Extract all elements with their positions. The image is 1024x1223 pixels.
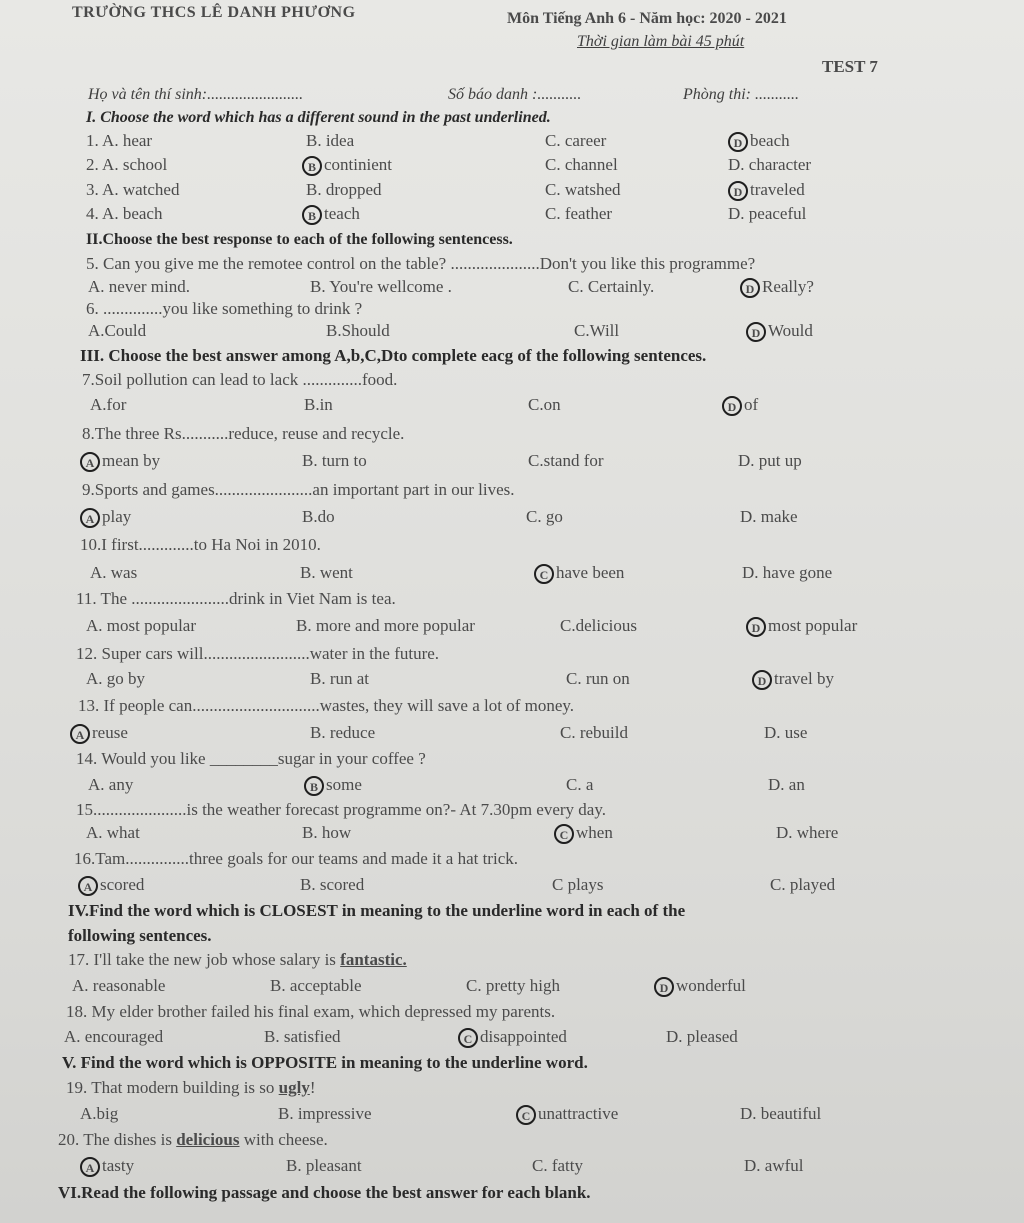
answer-option <box>568 277 654 297</box>
answer-option <box>566 669 630 689</box>
option-text: 3. A. watched <box>86 180 180 199</box>
option-text: B. dropped <box>306 180 382 199</box>
section-2-heading: II.Choose the best response to each of the following sentencess. <box>86 231 513 248</box>
answer-option <box>90 563 137 583</box>
option-text: unattractive <box>538 1104 619 1123</box>
answer-option <box>302 823 351 843</box>
option-text: D. make <box>740 507 798 526</box>
answer-option <box>90 395 126 415</box>
option-text: A.for <box>90 395 127 414</box>
answer-option <box>776 823 838 843</box>
answer-option <box>554 823 613 844</box>
circled-answer-mark: B <box>302 205 322 225</box>
option-text: C.delicious <box>560 616 637 635</box>
answer-option <box>728 180 805 201</box>
stem-text: 17. I'll take the new job whose salary is <box>68 950 341 969</box>
option-text: C. pretty high <box>466 976 560 995</box>
option-text: D. character <box>728 155 812 174</box>
option-text: Really? <box>762 277 814 296</box>
answer-option <box>752 669 834 690</box>
circled-answer-mark: C <box>516 1105 536 1125</box>
answer-option <box>64 1027 163 1047</box>
stem-text: ! <box>309 1078 316 1097</box>
question-stem <box>66 1078 316 1098</box>
answer-option <box>306 131 354 151</box>
option-text: disappointed <box>480 1027 567 1046</box>
answer-option <box>310 669 369 689</box>
circled-answer-mark: D <box>752 670 772 690</box>
answer-option <box>574 321 619 341</box>
option-text: A. any <box>88 775 134 794</box>
option-text: B. acceptable <box>270 976 362 995</box>
answer-option <box>770 875 835 895</box>
answer-option <box>86 669 145 689</box>
answer-option <box>302 204 360 225</box>
answer-option <box>286 1156 362 1176</box>
option-text: B. You're wellcome . <box>310 277 452 296</box>
option-text: most popular <box>768 616 858 635</box>
answer-option <box>270 976 362 996</box>
answer-option <box>466 976 560 996</box>
answer-option <box>526 507 563 527</box>
option-text: Would <box>768 321 813 340</box>
option-text: A.Could <box>88 321 147 340</box>
option-text: B. how <box>302 823 352 842</box>
answer-option <box>304 775 362 796</box>
option-text: C. played <box>770 875 836 894</box>
school-name: TRƯỜNG THCS LÊ DANH PHƯƠNG <box>72 4 356 21</box>
option-text: A. go by <box>86 669 146 688</box>
answer-option <box>302 451 367 471</box>
answer-option <box>516 1104 618 1125</box>
circled-answer-mark: A <box>70 724 90 744</box>
circled-answer-mark: D <box>740 278 760 298</box>
answer-option <box>560 616 637 636</box>
question-stem: 10.I first.............to Ha Noi in 2010. <box>80 535 321 554</box>
answer-option <box>72 976 165 996</box>
answer-option <box>552 875 603 895</box>
answer-option <box>302 155 392 176</box>
option-text: A. was <box>90 563 138 582</box>
section-6-heading: VI.Read the following passage and choose the best answer for each blank. <box>58 1183 591 1202</box>
option-text: C. go <box>526 507 563 526</box>
option-text: travel by <box>774 669 834 688</box>
question-stem: 13. If people can..............................wastes, they will save a lot of money. <box>78 696 575 715</box>
option-text: 1. A. hear <box>86 131 153 150</box>
circled-answer-mark: B <box>304 776 324 796</box>
option-text: B. turn to <box>302 451 367 470</box>
option-text: B. impressive <box>278 1104 372 1123</box>
id-field: Số báo danh :........... <box>448 86 582 103</box>
answer-option <box>80 507 131 528</box>
question-stem: 14. Would you like ________sugar in your coffee ? <box>76 749 426 768</box>
stem-text: 19. That modern building is so <box>66 1078 279 1097</box>
option-text: B. run at <box>310 669 370 688</box>
question-stem: 15......................is the weather forecast programme on?- At 7.30pm every day. <box>76 800 606 819</box>
option-text: play <box>102 507 132 526</box>
circled-answer-mark: D <box>728 132 748 152</box>
answer-option <box>528 395 561 415</box>
answer-option <box>302 507 335 527</box>
option-text: D. awful <box>744 1156 804 1175</box>
answer-option <box>746 616 857 637</box>
name-field: Họ và tên thí sinh:........................ <box>88 86 304 103</box>
option-text: beach <box>750 131 790 150</box>
answer-option <box>88 775 133 795</box>
option-text: B. idea <box>306 131 355 150</box>
option-text: A. encouraged <box>64 1027 164 1046</box>
section-4-heading: IV.Find the word which is CLOSEST in meaning to the underline word in each of the <box>68 901 686 920</box>
answer-option <box>746 321 813 342</box>
option-text: D. an <box>768 775 805 794</box>
option-text: traveled <box>750 180 805 199</box>
underlined-word: delicious <box>176 1130 240 1149</box>
option-text: when <box>576 823 613 842</box>
answer-option <box>458 1027 567 1048</box>
option-text: D. beautiful <box>740 1104 822 1123</box>
answer-option <box>560 723 628 743</box>
option-text: C plays <box>552 875 604 894</box>
answer-option <box>728 204 806 224</box>
option-text: D. use <box>764 723 808 742</box>
option-text: A. never mind. <box>88 277 190 296</box>
circled-answer-mark: C <box>458 1028 478 1048</box>
answer-option <box>528 451 604 471</box>
answer-option <box>310 723 375 743</box>
answer-option <box>744 1156 803 1176</box>
test-label: TEST 7 <box>822 57 878 76</box>
option-text: wonderful <box>676 976 746 995</box>
question-stem: 16.Tam...............three goals for our teams and made it a hat trick. <box>74 849 518 868</box>
question-stem: 5. Can you give me the remotee control on the table? .....................Don't you like this programme? <box>86 254 756 273</box>
option-text: B. more and more popular <box>296 616 475 635</box>
question-stem <box>68 950 407 970</box>
option-text: 4. A. beach <box>86 204 163 223</box>
answer-option <box>86 823 140 843</box>
answer-option <box>86 180 179 200</box>
answer-option <box>86 155 167 175</box>
time-line: Thời gian làm bài 45 phút <box>577 33 745 50</box>
circled-answer-mark: D <box>746 322 766 342</box>
option-text: B. went <box>300 563 353 582</box>
answer-option <box>80 451 160 472</box>
answer-option <box>86 204 162 224</box>
option-text: C. channel <box>545 155 618 174</box>
option-text: B.do <box>302 507 335 526</box>
option-text: A.big <box>80 1104 119 1123</box>
option-text: continient <box>324 155 392 174</box>
option-text: mean by <box>102 451 161 470</box>
answer-option <box>88 321 146 341</box>
answer-option <box>278 1104 372 1124</box>
option-text: 2. A. school <box>86 155 168 174</box>
circled-answer-mark: B <box>302 156 322 176</box>
option-text: A. reasonable <box>72 976 166 995</box>
underlined-word: ugly <box>278 1078 310 1097</box>
option-text: C. feather <box>545 204 613 223</box>
option-text: C. run on <box>566 669 630 688</box>
option-text: B. satisfied <box>264 1027 341 1046</box>
option-text: D. have gone <box>742 563 833 582</box>
option-text: A. what <box>86 823 140 842</box>
section-3-heading: III. Choose the best answer among A,b,C,Dto complete eacg of the following sentences. <box>80 346 707 365</box>
option-text: B. pleasant <box>286 1156 362 1175</box>
answer-option <box>310 277 452 297</box>
option-text: C. watshed <box>545 180 621 199</box>
answer-option <box>86 131 152 151</box>
option-text: teach <box>324 204 360 223</box>
question-stem: 18. My elder brother failed his final exam, which depressed my parents. <box>66 1002 556 1021</box>
answer-option <box>666 1027 738 1047</box>
option-text: C. career <box>545 131 607 150</box>
option-text: C.on <box>528 395 561 414</box>
option-text: scored <box>100 875 145 894</box>
circled-answer-mark: A <box>80 508 100 528</box>
answer-option <box>306 180 382 200</box>
option-text: tasty <box>102 1156 135 1175</box>
answer-option <box>545 180 621 200</box>
option-text: C. a <box>566 775 594 794</box>
question-stem: 7.Soil pollution can lead to lack ..............food. <box>82 370 398 389</box>
answer-option <box>545 131 606 151</box>
option-text: D. pleased <box>666 1027 738 1046</box>
option-text: D. peaceful <box>728 204 807 223</box>
circled-answer-mark: D <box>746 617 766 637</box>
answer-option <box>304 395 333 415</box>
option-text: A. most popular <box>86 616 197 635</box>
option-text: B.Should <box>326 321 390 340</box>
answer-option <box>264 1027 341 1047</box>
answer-option <box>532 1156 583 1176</box>
question-stem: 6. ..............you like something to drink ? <box>86 299 363 318</box>
answer-option <box>738 451 802 471</box>
circled-answer-mark: D <box>728 181 748 201</box>
answer-option <box>300 563 353 583</box>
answer-option <box>326 321 390 341</box>
option-text: B. scored <box>300 875 365 894</box>
option-text: C. Certainly. <box>568 277 655 296</box>
answer-option <box>728 131 790 152</box>
option-text: of <box>744 395 759 414</box>
option-text: D. put up <box>738 451 802 470</box>
option-text: D. where <box>776 823 839 842</box>
question-stem: 12. Super cars will.........................water in the future. <box>76 644 440 663</box>
answer-option <box>740 1104 821 1124</box>
stem-text: 20. The dishes is <box>58 1130 177 1149</box>
section-1-heading: I. Choose the word which has a different sound in the past underlined. <box>86 109 551 126</box>
answer-option <box>296 616 475 636</box>
section-4-heading-cont: following sentences. <box>68 926 212 945</box>
stem-text: with cheese. <box>239 1130 328 1149</box>
answer-option <box>86 616 196 636</box>
answer-option <box>742 563 832 583</box>
answer-option <box>545 155 618 175</box>
answer-option <box>300 875 364 895</box>
answer-option <box>764 723 807 743</box>
option-text: B.in <box>304 395 333 414</box>
answer-option <box>534 563 624 584</box>
circled-answer-mark: D <box>722 396 742 416</box>
answer-option <box>722 395 758 416</box>
option-text: C.stand for <box>528 451 604 470</box>
circled-answer-mark: A <box>78 876 98 896</box>
room-field: Phòng thi: ........... <box>683 86 799 103</box>
answer-option <box>566 775 593 795</box>
answer-option <box>768 775 805 795</box>
answer-option <box>545 204 612 224</box>
circled-answer-mark: C <box>534 564 554 584</box>
subject-line: Môn Tiếng Anh 6 - Năm học: 2020 - 2021 <box>507 10 787 27</box>
answer-option <box>80 1156 134 1177</box>
question-stem <box>58 1130 328 1150</box>
answer-option <box>728 155 811 175</box>
option-text: reuse <box>92 723 128 742</box>
option-text: C.Will <box>574 321 620 340</box>
question-stem: 11. The .......................drink in Viet Nam is tea. <box>76 589 396 608</box>
question-stem: 8.The three Rs...........reduce, reuse and recycle. <box>82 424 405 443</box>
option-text: have been <box>556 563 625 582</box>
option-text: C. fatty <box>532 1156 583 1175</box>
option-text: some <box>326 775 362 794</box>
circled-answer-mark: C <box>554 824 574 844</box>
option-text: C. rebuild <box>560 723 628 742</box>
answer-option <box>78 875 144 896</box>
answer-option <box>654 976 746 997</box>
answer-option <box>80 1104 118 1124</box>
answer-option <box>740 507 798 527</box>
answer-option <box>88 277 190 297</box>
circled-answer-mark: D <box>654 977 674 997</box>
answer-option <box>740 277 814 298</box>
section-5-heading: V. Find the word which is OPPOSITE in meaning to the underline word. <box>62 1053 588 1072</box>
option-text: B. reduce <box>310 723 376 742</box>
question-stem: 9.Sports and games.......................an important part in our lives. <box>82 480 515 499</box>
circled-answer-mark: A <box>80 452 100 472</box>
circled-answer-mark: A <box>80 1157 100 1177</box>
answer-option <box>70 723 128 744</box>
underlined-word: fantastic. <box>340 950 407 969</box>
